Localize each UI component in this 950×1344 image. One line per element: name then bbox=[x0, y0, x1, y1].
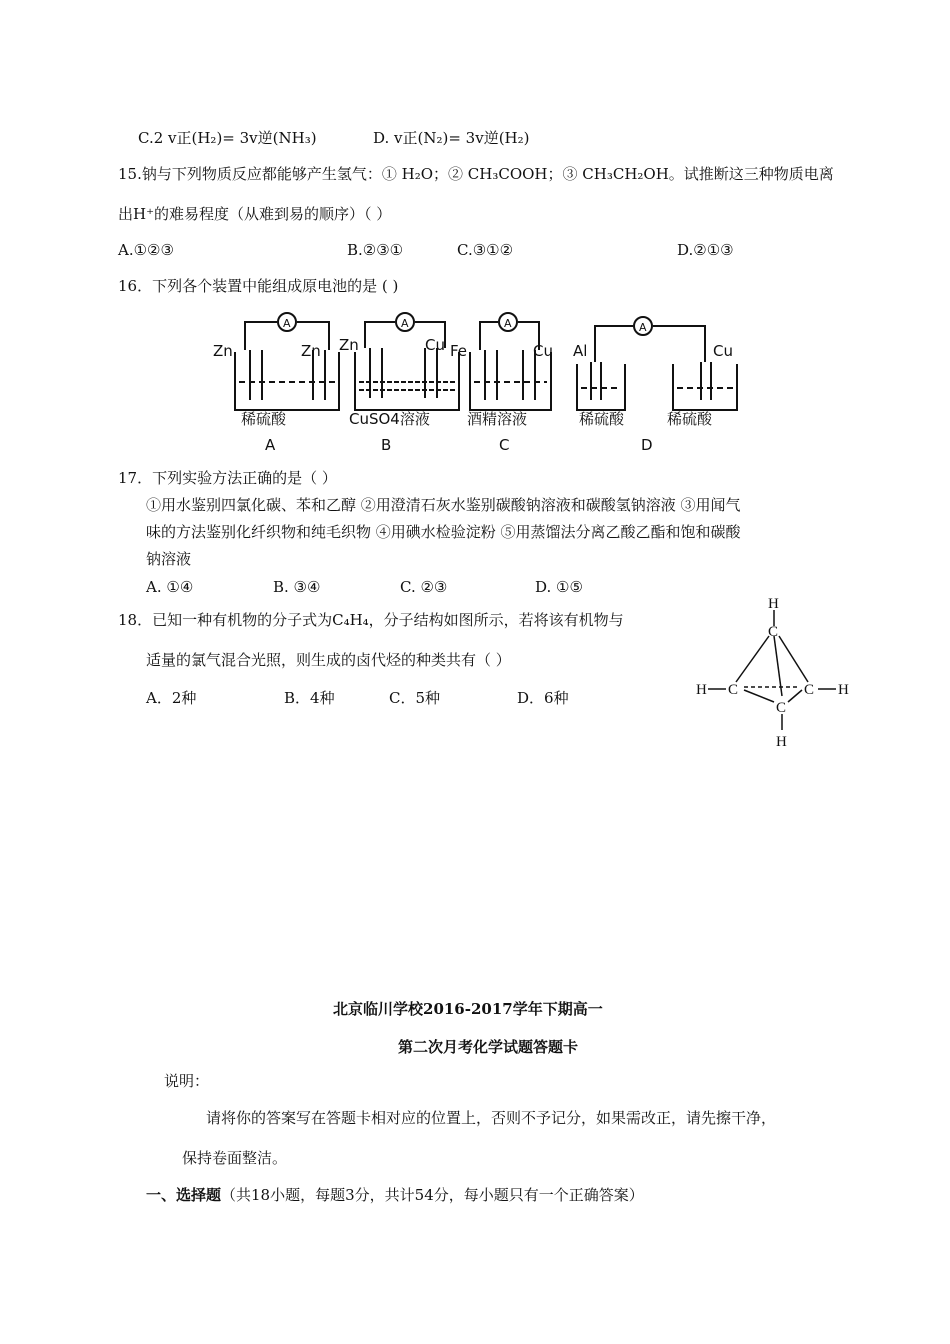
electrode-c-left: Fe bbox=[450, 342, 468, 360]
q14-option-c: C.2 v正(H₂)= 3v逆(NH₃) bbox=[138, 129, 317, 147]
tetrahedrane-structure bbox=[690, 592, 860, 752]
atom-h-top: H bbox=[768, 596, 779, 612]
answer-card-note-line2: 保持卷面整洁。 bbox=[182, 1149, 288, 1167]
solution-b: CuSO4溶液 bbox=[349, 410, 430, 428]
q18-stem-line1: 18．已知一种有机物的分子式为C₄H₄，分子结构如图所示，若将该有机物与 bbox=[118, 611, 624, 629]
solution-a: 稀硫酸 bbox=[241, 410, 287, 428]
atom-c-right: C bbox=[804, 682, 815, 698]
atom-c-left: C bbox=[728, 682, 739, 698]
atom-c-top: C bbox=[768, 624, 779, 640]
q14-option-d: D. v正(N₂)= 3v逆(H₂) bbox=[373, 129, 530, 147]
q17-option-a: A. ①④ bbox=[146, 578, 194, 596]
q17-stem: 17．下列实验方法正确的是（ ） bbox=[118, 469, 337, 487]
electrode-d-left: Al bbox=[573, 342, 588, 360]
answer-card-title-line2: 第二次月考化学试题答题卡 bbox=[398, 1038, 579, 1056]
section-heading-desc: （共18小题，每题3分，共计54分，每小题只有一个正确答案） bbox=[221, 1186, 644, 1204]
electrode-c-right: Cu bbox=[533, 342, 553, 360]
solution-d-right: 稀硫酸 bbox=[667, 410, 713, 428]
atom-h-right: H bbox=[838, 682, 849, 698]
electrode-b-right: Cu bbox=[425, 336, 445, 354]
galvanic-cell-diagram bbox=[205, 312, 765, 458]
answer-card-note-label: 说明： bbox=[164, 1072, 210, 1090]
q15-option-c: C.③①② bbox=[457, 241, 514, 259]
q17-option-b: B. ③④ bbox=[273, 578, 321, 596]
answer-card-title-line1: 北京临川学校2016-2017学年下期高一 bbox=[333, 1000, 603, 1018]
electrode-a-right: Zn bbox=[301, 342, 321, 360]
electrode-d-right: Cu bbox=[713, 342, 733, 360]
answer-card-note-line1: 请将你的答案写在答题卡相对应的位置上，否则不予记分，如果需改正，请先擦干净， bbox=[206, 1109, 777, 1127]
q18-option-b: B．4种 bbox=[284, 689, 335, 707]
ammeter-c-label: A bbox=[504, 317, 512, 330]
q17-option-d: D. ①⑤ bbox=[535, 578, 583, 596]
section-heading bbox=[146, 1185, 644, 1205]
q15-stem-line2: 出H⁺的难易程度（从难到易的顺序）（ ） bbox=[118, 205, 392, 223]
q15-option-d: D.②①③ bbox=[677, 241, 734, 259]
q15-stem-line1: 15.钠与下列物质反应都能够产生氢气：① H₂O；② CH₃COOH；③ CH₃CH₂OH。试推断这三种物质电离 bbox=[118, 165, 834, 183]
q18-option-d: D．6种 bbox=[517, 689, 569, 707]
q18-option-a: A．2种 bbox=[146, 689, 197, 707]
ammeter-b-label: A bbox=[401, 317, 409, 330]
q15-option-b: B.②③① bbox=[347, 241, 404, 259]
q17-option-c: C. ②③ bbox=[400, 578, 448, 596]
solution-c: 酒精溶液 bbox=[467, 410, 528, 428]
device-letter-b: B bbox=[381, 436, 392, 454]
solution-d-left: 稀硫酸 bbox=[579, 410, 625, 428]
q17-body-line2: 味的方法鉴别化纤织物和纯毛织物 ④用碘水检验淀粉 ⑤用蒸馏法分离乙酸乙酯和饱和碳酸 bbox=[146, 523, 741, 541]
atom-c-bottom: C bbox=[776, 700, 787, 716]
device-letter-a: A bbox=[265, 436, 276, 454]
ammeter-a-label: A bbox=[283, 317, 291, 330]
atom-h-left: H bbox=[696, 682, 707, 698]
ammeter-d-label: A bbox=[639, 321, 647, 334]
q17-body-line1: ①用水鉴别四氯化碳、苯和乙醇 ②用澄清石灰水鉴别碳酸钠溶液和碳酸氢钠溶液 ③用闻气 bbox=[146, 496, 741, 514]
q18-stem-line2: 适量的氯气混合光照，则生成的卤代烃的种类共有（ ） bbox=[146, 651, 511, 669]
electrode-a-left: Zn bbox=[213, 342, 233, 360]
device-letter-c: C bbox=[499, 436, 510, 454]
q15-option-a: A.①②③ bbox=[118, 241, 174, 259]
q16-stem: 16．下列各个装置中能组成原电池的是 ( ) bbox=[118, 277, 399, 295]
device-letter-d: D bbox=[641, 436, 653, 454]
section-heading-label: 一、选择题 bbox=[146, 1186, 222, 1204]
electrode-b-left: Zn bbox=[339, 336, 359, 354]
q18-option-c: C．5种 bbox=[389, 689, 441, 707]
atom-h-bottom: H bbox=[776, 734, 787, 750]
q17-body-line3: 钠溶液 bbox=[146, 550, 192, 568]
